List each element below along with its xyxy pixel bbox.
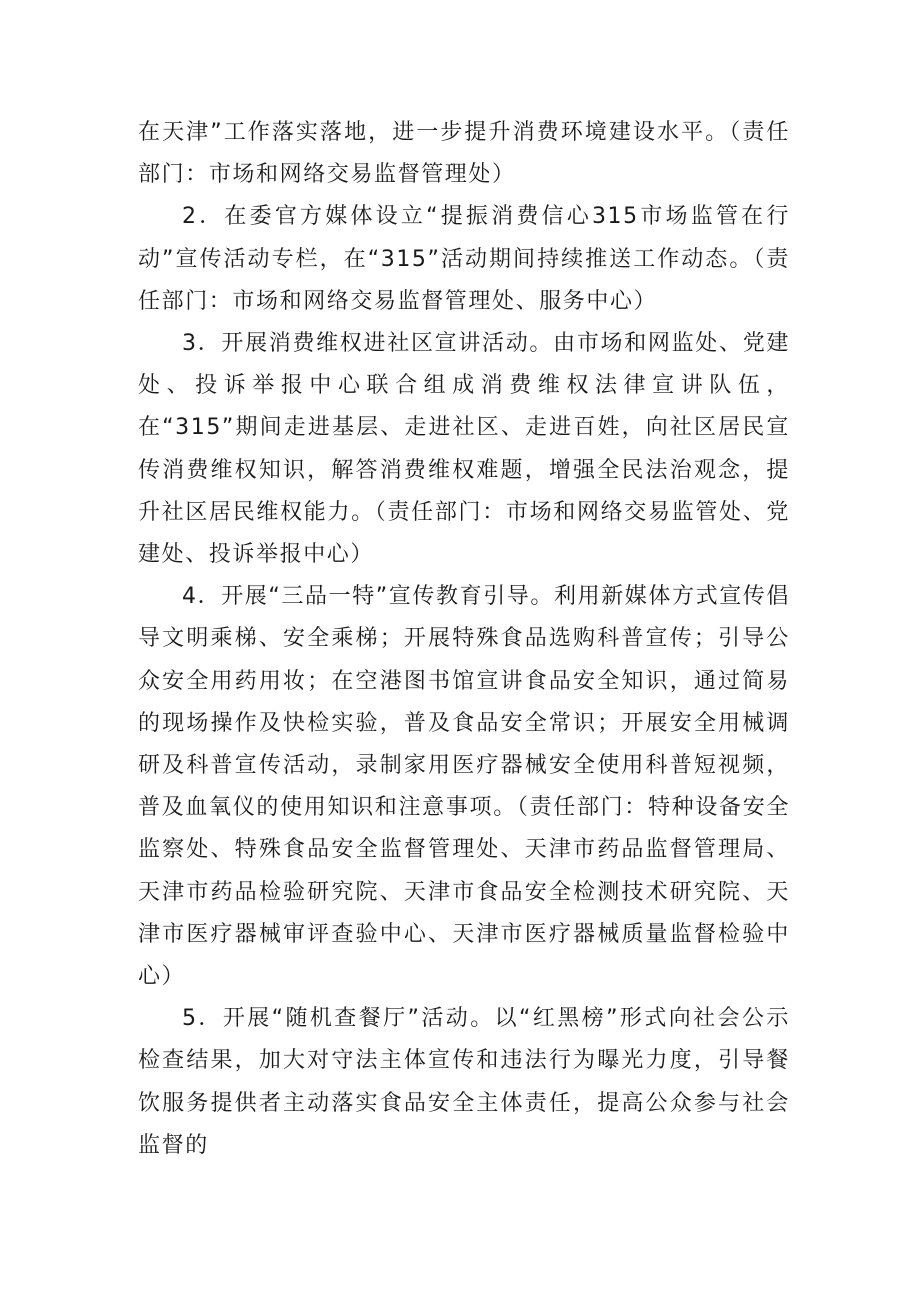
paragraph-continuation: 在天津”工作落实落地，进一步提升消费环境建设水平。（责任部门：市场和网络交易监督管理处）: [138, 120, 790, 188]
paragraph-item-4: 4．开展“三品一特”宣传教育引导。利用新媒体方式宣传倡导文明乘梯、安全乘梯；开展特殊食品选购科普宣传；引导公众安全用药用妆；在空港图书馆宣讲食品安全知识，通过简易的现场操作及快检实验，普及食品安全常识；开展安全用械调研及科普宣传活动，录制家用医疗器械安全使用科普短视频，普及血氧仪的使用知识和注意事项。（责任部门：特种设备安全监察处、特殊食品安全监督管理处、天津市药品监督管理局、天津市药品检验研究院、天津市食品安全检测技术研究院、天津市医疗器械审评查验中心、天津市医疗器械质量监督检验中心）: [138, 584, 790, 990]
document-body: [138, 112, 790, 1167]
paragraph-item-5: 5．开展“随机查餐厅”活动。以“红黑榜”形式向社会公示检查结果，加大对守法主体宣传和违法行为曝光力度，引导餐饮服务提供者主动落实食品安全主体责任，提高公众参与社会监督的: [138, 1006, 790, 1158]
paragraph-item-2: 2．在委官方媒体设立“提振消费信心315市场监管在行动”宣传活动专栏，在“315”活动期间持续推送工作动态。（责任部门：市场和网络交易监督管理处、服务中心）: [138, 204, 790, 314]
paragraph-item-3: 3．开展消费维权进社区宣讲活动。由市场和网监处、党建处、投诉举报中心联合组成消费维权法律宣讲队伍，在“315”期间走进基层、走进社区、走进百姓，向社区居民宣传消费维权知识，解答消费维权难题，增强全民法治观念，提升社区居民维权能力。（责任部门：市场和网络交易监管处、党建处、投诉举报中心）: [138, 331, 790, 568]
